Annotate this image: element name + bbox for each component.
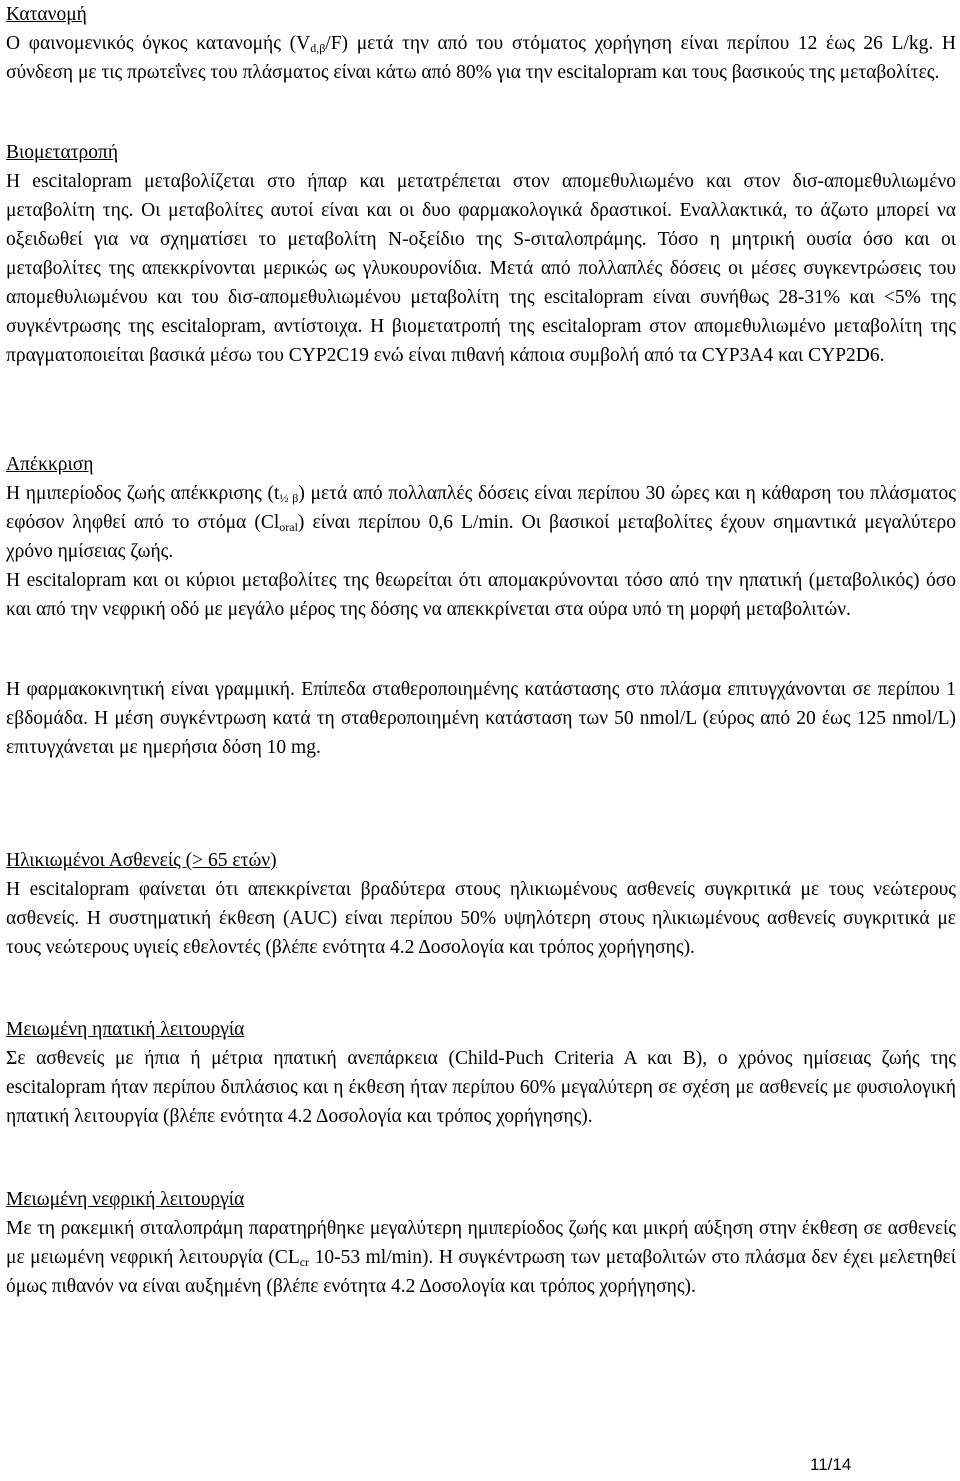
- section-pharmacokinetics: [6, 675, 956, 762]
- text-segment: 10-53 ml/min). Η συγκέντρωση των μεταβολιτών στο πλάσμα δεν έχει μελετηθεί όμως πιθανόν να είναι αυξημένη (βλέπε ενότητα 4.2 Δοσολογία και τρόπος χορήγησης).: [6, 1247, 956, 1297]
- paragraph-elimination-2: Η escitalopram και οι κύριοι μεταβολίτες της θεωρείται ότι απομακρύνονται τόσο από την ηπατική (μεταβολικός) όσο και από την νεφρική οδό με μεγάλο μέρος της δόσης να απεκκρίνεται στα ούρα υπό τη μορφή μεταβολιτών.: [6, 570, 956, 620]
- section-distribution: [6, 0, 956, 87]
- text-segment: Ο φαινομενικός όγκος κατανομής (V: [6, 33, 311, 54]
- paragraph-elimination-1: [6, 479, 956, 566]
- text-segment: Η ημιπερίοδος ζωής απέκκρισης (t: [6, 483, 280, 504]
- subscript-d-beta: d,β: [310, 41, 326, 55]
- text-segment: ) μετά από πολλαπλές δόσεις είναι περίπου 30 ώρες και η κάθαρση του πλάσματος εφόσον ληφθεί από το στόμα (Cl: [6, 483, 956, 533]
- paragraph-distribution: [6, 29, 956, 87]
- text-segment: /F) μετά την από του στόματος χορήγηση είναι περίπου 12 έως 26 L/kg. Η σύνδεση με τις πρωτεΐνες του πλάσματος είναι κάτω από 80% για την escitalopram και τους βασικούς της μεταβολίτες.: [6, 33, 956, 83]
- text-segment: ) είναι περίπου 0,6 L/min. Οι βασικοί μεταβολίτες έχουν σημαντικά μεγαλύτερο χρόνο ημίσειας ζωής.: [6, 512, 956, 562]
- heading-hepatic: Μειωμένη ηπατική λειτουργία: [6, 1019, 245, 1040]
- heading-distribution: Κατανομή: [6, 4, 87, 25]
- section-hepatic: [6, 1015, 956, 1131]
- heading-elderly: Ηλικιωμένοι Ασθενείς (> 65 ετών): [6, 850, 277, 871]
- paragraph-biotransformation: Η escitalopram μεταβολίζεται στο ήπαρ και μετατρέπεται στον απομεθυλιωμένο και στον δισ-απομεθυλιωμένο μεταβολίτη της. Οι μεταβολίτες αυτοί είναι και οι δυο φαρμακολογικά δραστικοί. Εναλλακτικά, το άζωτο μπορεί να οξειδωθεί για να σχηματίσει το μεταβολίτη N-οξείδιο της S-σιταλοπράμης. Τόσο η μητρική ουσία όσο και οι μεταβολίτες της απεκκρίνονται μερικώς ως γλυκουρονίδια. Μετά από πολλαπλές δόσεις οι μέσες συγκεντρώσεις του απομεθυλιωμένου και του δισ-απομεθυλιωμένου μεταβολίτη της escitalopram είναι συνήθως 28-31% και <5% της συγκέντρωσης της escitalopram, αντίστοιχα. Η βιομετατροπή της escitalopram στον απομεθυλιωμένο μεταβολίτη της πραγματοποιείται βασικά μέσω του CYP2C19 ενώ είναι πιθανή κάποια συμβολή από τα CYP3A4 και CYP2D6.: [6, 171, 956, 366]
- paragraph-elimination-3: Η φαρμακοκινητική είναι γραμμική. Επίπεδα σταθεροποιημένης κατάστασης στο πλάσμα επιτυγχάνονται σε περίπου 1 εβδομάδα. Η μέση συγκέντρωση κατά τη σταθεροποιημένη κατάσταση των 50 nmol/L (εύρος από 20 έως 125 nmol/L) επιτυγχάνεται με ημερήσια δόση 10 mg.: [6, 679, 956, 758]
- subscript-half-beta: ½ β: [279, 491, 299, 505]
- heading-elimination: Απέκκριση: [6, 454, 94, 475]
- text-segment: Με τη ρακεμική σιταλοπράμη παρατηρήθηκε μεγαλύτερη ημιπερίοδος ζωής και μικρή αύξηση στην έκθεση σε ασθενείς με μειωμένη νεφρική λειτουργία (CL: [6, 1218, 956, 1268]
- paragraph-elderly: Η escitalopram φαίνεται ότι απεκκρίνεται βραδύτερα στους ηλικιωμένους ασθενείς συγκριτικά με τους νεώτερους ασθενείς. Η συστηματική έκθεση (AUC) είναι περίπου 50% υψηλότερη στους ηλικιωμένους ασθενείς συγκριτικά με τους νεώτερους υγιείς εθελοντές (βλέπε ενότητα 4.2 Δοσολογία και τρόπος χορήγησης).: [6, 879, 956, 958]
- heading-biotransformation: Βιομετατροπή: [6, 142, 119, 163]
- paragraph-renal: [6, 1214, 956, 1301]
- paragraph-hepatic: Σε ασθενείς με ήπια ή μέτρια ηπατική ανεπάρκεια (Child-Puch Criteria A και B), ο χρόνος ημίσειας ζωής της escitalopram ήταν περίπου διπλάσιος και η έκθεση ήταν περίπου 60% μεγαλύτερη σε σχέση με ασθενείς με φυσιολογική ηπατική λειτουργία (βλέπε ενότητα 4.2 Δοσολογία και τρόπος χορήγησης).: [6, 1048, 956, 1127]
- subscript-cr: cr: [299, 1255, 310, 1269]
- heading-renal: Μειωμένη νεφρική λειτουργία: [6, 1189, 245, 1210]
- section-renal: [6, 1185, 956, 1301]
- section-biotransformation: [6, 138, 956, 370]
- section-elderly: [6, 846, 956, 962]
- subscript-oral: oral: [279, 520, 298, 534]
- page-number: 11/14: [810, 1455, 852, 1474]
- section-elimination: [6, 450, 956, 624]
